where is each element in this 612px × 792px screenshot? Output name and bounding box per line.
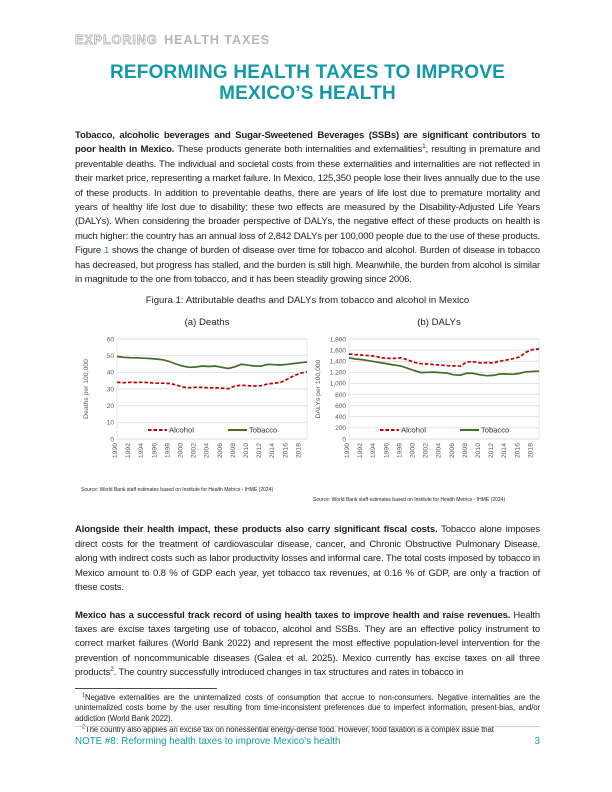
svg-text:2012: 2012 <box>488 443 496 459</box>
footer-note-title: NOTE #8: Reforming health taxes to improve Mexico's health <box>75 736 341 747</box>
svg-text:2010: 2010 <box>475 443 483 459</box>
svg-text:2016: 2016 <box>282 443 290 459</box>
svg-text:1,800: 1,800 <box>329 336 346 344</box>
paragraph-intro <box>75 129 540 287</box>
svg-text:2006: 2006 <box>216 443 224 459</box>
footnote-1-text: Negative externalities are the uninternalized costs of consumption that accrue to non-consumers. Negative internalities are the uninternalized costs borne by the user resulting from time-inconsistent preferences due to imperfect information, present-bias, and/or addiction (World Bank 2022). <box>75 692 540 724</box>
svg-text:2018: 2018 <box>527 443 535 459</box>
chart-deaths-plot <box>81 331 311 481</box>
svg-text:600: 600 <box>335 403 346 411</box>
svg-text:1992: 1992 <box>357 443 365 459</box>
footnote-1-number: 1 <box>82 691 85 698</box>
svg-text:Deaths per 100,000: Deaths per 100,000 <box>83 359 90 420</box>
svg-text:1,000: 1,000 <box>329 381 346 389</box>
svg-text:1996: 1996 <box>383 443 391 459</box>
figure-charts-row <box>81 317 540 503</box>
page-content <box>75 129 540 736</box>
svg-text:Alcohol: Alcohol <box>401 426 426 436</box>
svg-text:2004: 2004 <box>203 443 211 459</box>
svg-text:60: 60 <box>106 336 114 344</box>
paragraph-intro-text-2: , resulting in premature and preventable deaths. The individual and societal costs from these externalities and internalities are not reflected in their market price, representing a market failure. In Mexico, 125,350 people lose their lives annually due to the use of these products. In addition to preventable deaths, there are years of life lost due to premature mortality and years of healthy life lost due to disability; these two effects are measured by the Disability-Adjusted Life Years (DALYs). When considering the broader perspective of DALYs, the negative effect of these products on health is much higher: the country has an annual loss of 2,842 DALYs per 100,000 people due to the use of these products. Figure <box>75 144 540 257</box>
chart-dalys-plot <box>313 331 543 491</box>
paragraph-fiscal-text: Tobacco alone imposes direct costs for the treatment of cardiovascular disease, cancer, and Chronic Obstructive Pulmonary Disease, along with indirect costs such as labor productivity losses and informal care. The total costs imposed by tobacco in Mexico amount to 0.8 % of GDP each year, yet tobacco tax revenues, at 0.16 % of GDP, are only a fraction of these costs. <box>75 524 540 594</box>
footnote-2-text: The country also applies an excise tax on nonessential energy-dense food. However, food taxation is a complex issue that <box>84 724 494 734</box>
banner-word-health-taxes: HEALTH TAXES <box>164 33 271 47</box>
svg-text:1990: 1990 <box>344 443 351 459</box>
chart-deaths-subtitle: (a) Deaths <box>184 317 230 329</box>
paragraph-track-record <box>75 609 540 681</box>
svg-text:400: 400 <box>335 414 346 422</box>
svg-text:1998: 1998 <box>396 443 404 459</box>
chart-deaths-block <box>81 317 311 503</box>
svg-text:1,400: 1,400 <box>329 358 346 366</box>
paragraph-track-record-text-2: . The country successfully introduced changes in tax structures and rates in tobacco in <box>113 667 464 679</box>
page-title <box>75 62 540 104</box>
svg-text:1,200: 1,200 <box>329 370 346 378</box>
svg-text:2008: 2008 <box>229 443 237 459</box>
svg-text:800: 800 <box>335 392 346 400</box>
footnote-2-number: 2 <box>82 724 85 731</box>
svg-text:0: 0 <box>110 436 114 444</box>
footer-divider <box>75 726 540 727</box>
paragraph-intro-text-1: These products generate both internalities and externalities <box>174 144 423 156</box>
chart-dalys-block <box>313 317 543 503</box>
svg-text:1996: 1996 <box>151 443 159 459</box>
footnote-1-marker: 1 <box>422 143 426 151</box>
page-number: 3 <box>534 736 540 747</box>
svg-text:Tobacco: Tobacco <box>249 426 278 436</box>
svg-text:2012: 2012 <box>256 443 264 459</box>
paragraph-fiscal-lead: Alongside their health impact, these products also carry significant fiscal costs. <box>75 524 438 536</box>
figure-caption: Figura 1: Attributable deaths and DALYs from tobacco and alcohol in Mexico <box>145 295 470 307</box>
svg-text:2008: 2008 <box>461 443 469 459</box>
svg-text:Alcohol: Alcohol <box>169 426 194 436</box>
series-banner <box>75 33 612 47</box>
svg-text:0: 0 <box>342 436 346 444</box>
page-title-line2: MEXICO’S HEALTH <box>219 83 396 104</box>
svg-text:2002: 2002 <box>422 443 430 459</box>
svg-text:Tobacco: Tobacco <box>481 426 510 436</box>
svg-text:2010: 2010 <box>243 443 251 459</box>
chart-dalys-subtitle: (b) DALYs <box>417 317 461 329</box>
paragraph-track-record-lead: Mexico has a successful track record of using health taxes to improve health and raise revenues. <box>75 609 511 621</box>
svg-text:2014: 2014 <box>269 443 277 459</box>
svg-text:2004: 2004 <box>435 443 443 459</box>
svg-text:2000: 2000 <box>409 443 417 459</box>
svg-text:1994: 1994 <box>370 443 378 459</box>
page-title-line1: REFORMING HEALTH TAXES TO IMPROVE <box>109 62 506 83</box>
svg-text:2002: 2002 <box>190 443 198 459</box>
chart-dalys-source: Source: World Bank staff estimates based on Institute for Health Metrics - IHME (2024) <box>313 497 506 504</box>
paragraph-fiscal-costs <box>75 523 540 595</box>
footnote-1 <box>75 693 540 725</box>
svg-text:2016: 2016 <box>514 443 522 459</box>
svg-text:20: 20 <box>106 403 114 411</box>
figure-1 <box>75 295 540 503</box>
chart-deaths-source: Source: World Bank staff estimates based on Institute for Health Metrics - IHME (2024) <box>81 487 274 494</box>
svg-text:200: 200 <box>335 425 346 433</box>
footnote-divider <box>75 688 217 689</box>
svg-text:10: 10 <box>106 420 114 428</box>
svg-text:30: 30 <box>106 386 114 394</box>
banner-word-exploring: EXPLORING <box>75 33 158 47</box>
svg-text:1994: 1994 <box>138 443 146 459</box>
svg-text:2018: 2018 <box>295 443 303 459</box>
figure-1-link[interactable]: 1 <box>103 245 110 257</box>
svg-text:DALYs per 100,000: DALYs per 100,000 <box>315 360 322 419</box>
paragraph-intro-lead: Tobacco, alcoholic beverages and Sugar-Sweetened Beverages (SSBs) are significant contributors to poor health in Mexico. <box>75 130 540 156</box>
svg-text:2014: 2014 <box>501 443 509 459</box>
footnote-2-marker: 2 <box>110 665 114 673</box>
svg-text:1990: 1990 <box>112 443 119 459</box>
svg-text:1,600: 1,600 <box>329 347 346 355</box>
svg-text:2006: 2006 <box>448 443 456 459</box>
svg-text:1992: 1992 <box>125 443 133 459</box>
svg-text:40: 40 <box>106 370 114 378</box>
paragraph-intro-text-3: shows the change of burden of disease over time for tobacco and alcohol. Burden of disease in tobacco has decreased, but progress has stalled, and the burden is still high. Meanwhile, the burden from alcohol is similar in magnitude to the one from tobacco, and it has been steadily growing since 2006. <box>75 245 540 286</box>
paragraph-track-record-text-1: Health taxes are excise taxes targeting use of tobacco, alcohol and SSBs. They are an effective policy instrument to correct market failures (World Bank 2022) and represent the most effective population-level intervention for the prevention of noncommunicable diseases (Galea et al. 2025). Mexico currently has excise taxes on all three products <box>75 609 540 679</box>
svg-text:1998: 1998 <box>164 443 172 459</box>
svg-text:2000: 2000 <box>177 443 185 459</box>
page-footer <box>75 726 540 747</box>
svg-text:50: 50 <box>106 353 114 361</box>
